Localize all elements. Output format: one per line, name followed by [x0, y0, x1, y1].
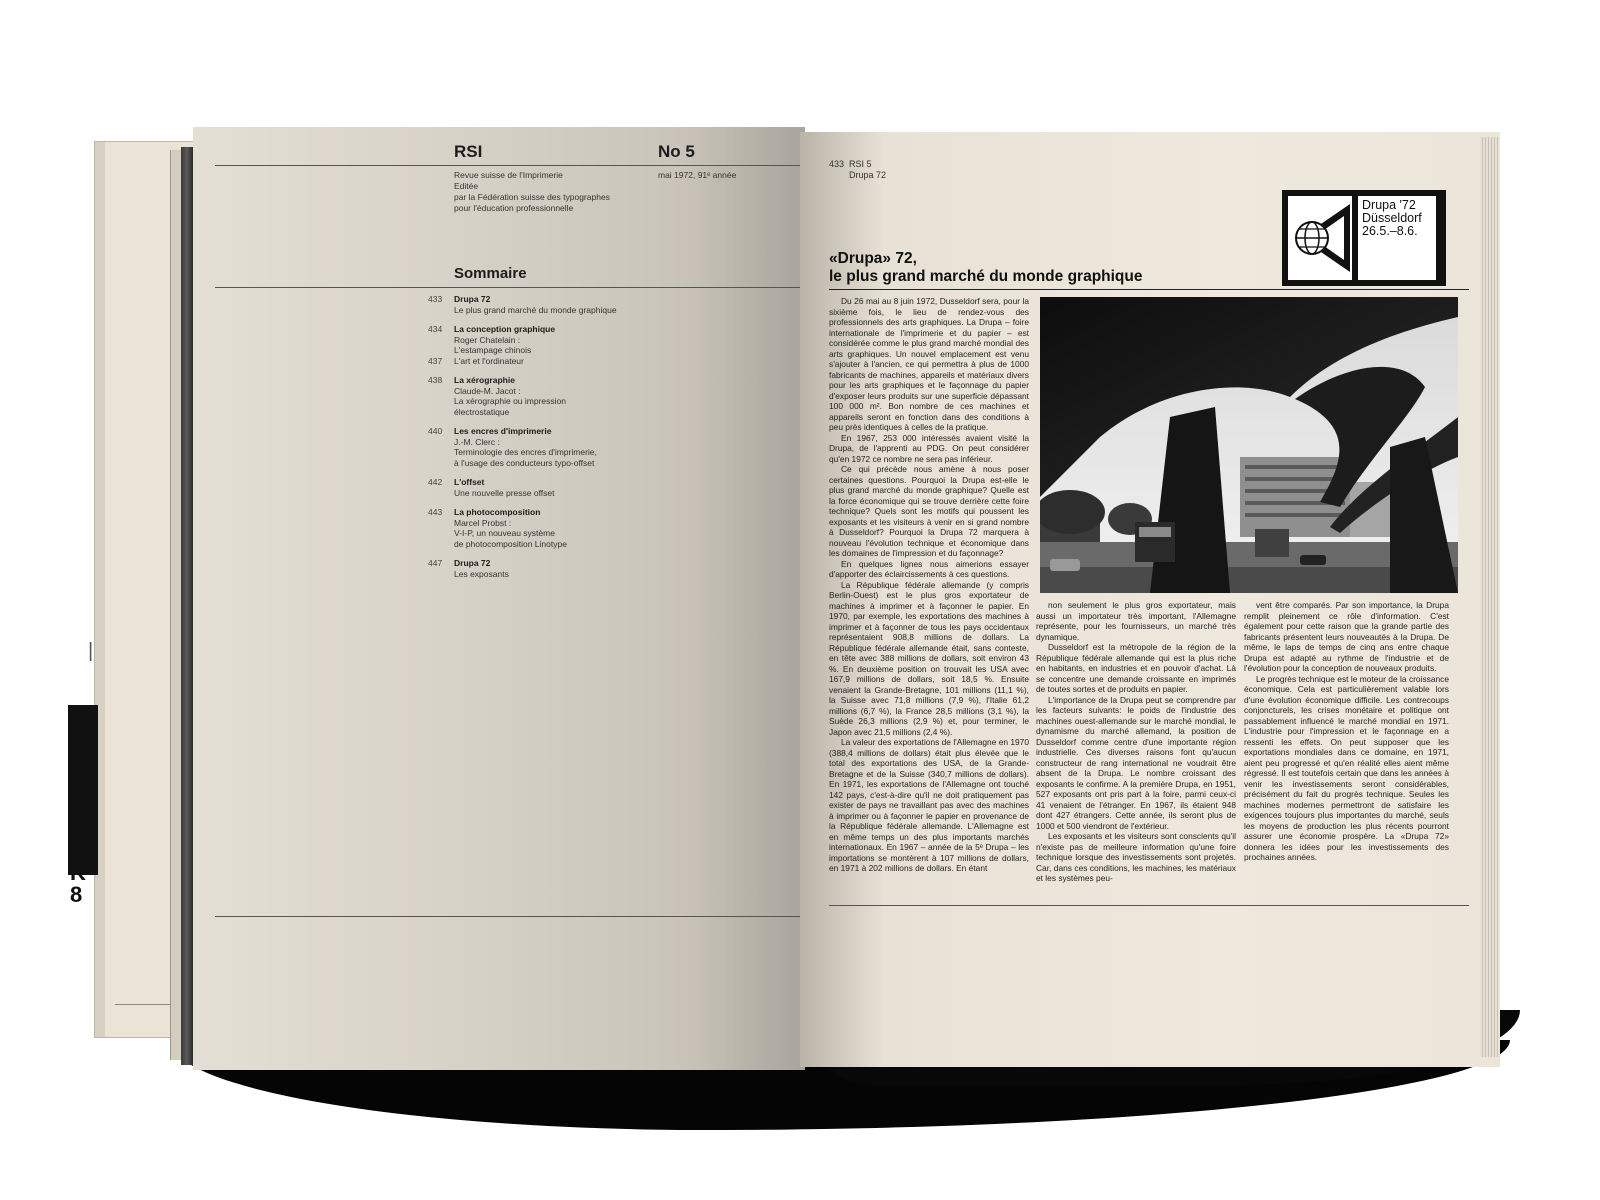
back-page-fragment-mark: |	[88, 640, 94, 662]
article-paragraph: Ce qui précède nous amène à nous poser certaines questions. Pourquoi la Drupa est-elle le plus grand marché du monde graphique? Quelle est la force économique qui se trouve derrière cette foire technique? Quels sont les motifs qui poussent les exposants et les visiteurs à venir en si grand nombre à Dusseldorf? Pourquoi la Drupa 72 marquera à nouveau l'évolution technique et économique dans les domaines de l'impression et du façonnage?	[829, 464, 1029, 558]
drupa-globe-icon	[1288, 196, 1352, 280]
logo-line: Drupa '72	[1362, 198, 1416, 212]
publisher-line: Editée	[454, 181, 479, 191]
logo-line: 26.5.–8.6.	[1362, 224, 1418, 238]
toc-page-number: 442	[428, 477, 443, 487]
running-head-line: RSI 5	[849, 159, 872, 169]
toc-title: L'offset	[454, 477, 485, 487]
toc-subtitle: L'estampage chinois	[454, 345, 532, 355]
edge-letter: 8	[70, 882, 83, 907]
toc-subtitle: Marcel Probst :	[454, 517, 512, 528]
toc-page-number	[428, 305, 454, 316]
edge-letter: K	[70, 860, 86, 885]
running-head-line: Drupa 72	[849, 170, 887, 180]
issue-date: mai 1972, 91ᵉ année	[658, 170, 737, 180]
toc-page-number: 434	[428, 324, 443, 334]
toc-page-number	[428, 518, 454, 529]
article-paragraph: En quelques lignes nous aimerions essayer d'apporter des éclaircissements à ces questions.	[829, 558, 1029, 579]
drupa-logo	[1282, 190, 1446, 286]
toc-subtitle: La xérographie ou impression	[454, 396, 566, 406]
bottom-rule-left	[215, 916, 805, 917]
headline-rule	[829, 289, 1469, 290]
issue-number: No 5	[658, 142, 695, 161]
article-paragraph: Dusseldorf est la métropole de la région de la République fédérale allemande qui est la plus riche en habitants, en industries et en pouvoir d'achat. Là se concentre une demande croissante en imprimés de toutes sortes et de produits en papier.	[1036, 642, 1236, 694]
toc-title: La photocomposition	[454, 507, 541, 517]
article-paragraph: La valeur des exportations de l'Allemagne en 1970 (388,4 millions de dollars) était plus élevée que le total des exportations des USA, de la Grande-Bretagne et de la Suisse (340,7 millions de dollars). En 1971, les exportations de l'Allemagne ont touché 142 pays, c'est-à-dire qu'il ne doit pratiquement pas exister de pays ne travaillant pas avec des machines à imprimer ou à façonner le papier en provenance de la République fédérale allemande. L'Allemagne est en même temps un des plus importants marchés internationaux. En 1967 – année de la 5ᵉ Drupa – les importations se montèrent à 107 millions de dollars, en 1971 à 202 millions de dollars. En étant	[829, 737, 1029, 873]
article-paragraph: Le progrès technique est le moteur de la croissance économique. Cela est particulièrement valable lors d'une évolution économique difficile. Les contrecoups conjoncturels, les crises monétaire et politique ont passablement influencé le marché mondial en 1971. L'industrie pour l'impression et le façonnage en a ressenti les effets. On peut supposer que les exportations mondiales dans ce domaine, en 1971, aient peu progressé et qu'en réalité elles aient même régressé. Il est toutefois certain que dans les années à venir les investissements seront considérables, précisément du fait du progrès technique. Seules les machines modernes permettront de satisfaire les exigences toujours plus importantes du marché, seuls les moyens de production les plus récents pourront assurer une économie prospère. La «Drupa 72» donnera les idées pour les investissements des prochaines années.	[1244, 673, 1449, 862]
bottom-rule-right	[829, 905, 1469, 906]
toc-title: La conception graphique	[454, 324, 556, 334]
article-column-2	[1036, 600, 1236, 900]
toc-subtitle: J.-M. Clerc :	[454, 436, 500, 447]
contents-rule	[215, 287, 805, 288]
toc-page-number: 433	[428, 294, 443, 304]
toc-subtitle: L'art et l'ordinateur	[454, 355, 524, 366]
toc-subtitle: Les exposants	[454, 568, 509, 579]
architecture-photo	[1040, 297, 1458, 593]
toc-title: Drupa 72	[454, 558, 491, 568]
toc-page-number	[428, 488, 454, 499]
running-header	[829, 159, 886, 181]
article-column-1	[829, 296, 1029, 896]
top-rule	[215, 165, 805, 166]
page-stack-right	[1480, 137, 1498, 1057]
toc-page-number	[428, 386, 454, 397]
toc-title: Drupa 72	[454, 294, 491, 304]
toc-entry	[428, 294, 788, 315]
toc-page-number	[428, 539, 454, 550]
drupa-logo-text	[1358, 196, 1436, 280]
table-of-contents	[428, 294, 788, 588]
toc-page-number: 437	[428, 355, 443, 366]
toc-page-number: 443	[428, 507, 443, 517]
publisher-line: pour l'éducation professionnelle	[454, 203, 574, 213]
headline-line: «Drupa» 72,	[829, 250, 917, 267]
article-column-3	[1244, 600, 1449, 880]
toc-page-number	[428, 528, 454, 539]
toc-subtitle: à l'usage des conducteurs typo-offset	[454, 457, 595, 468]
toc-entry	[428, 507, 788, 549]
toc-entry	[428, 324, 788, 366]
toc-subtitle: Terminologie des encres d'imprimerie,	[454, 447, 597, 457]
toc-page-number	[428, 345, 454, 356]
toc-title: Les encres d'imprimerie	[454, 426, 552, 436]
toc-page-number	[428, 437, 454, 448]
toc-page-number: 440	[428, 426, 443, 436]
toc-entry	[428, 558, 788, 579]
headline-line: le plus grand marché du monde graphique	[829, 268, 1143, 285]
edge-letter: S	[70, 838, 85, 863]
article-paragraph: vent être comparés. Par son importance, la Drupa remplit pleinement ce rôle d'information. C'est également pour cette raison que la grande partie des fabricants présentent leurs nouveautés à la Drupa. De même, le laps de temps de cinq ans entre chaque Drupa est adapté au rythme de l'industrie et de l'évolution pour la conception de nouveaux produits.	[1244, 600, 1449, 673]
article-paragraph: non seulement le plus gros exportateur, mais aussi un importateur très important, l'Allemagne représente, pour les fournisseurs, un marché très dynamique.	[1036, 600, 1236, 642]
toc-entry	[428, 426, 788, 468]
article-paragraph: Les exposants et les visiteurs sont conscients qu'il n'existe pas de meilleure information qu'une foire technique lorsque des investissements sont projetés. Car, dans ces conditions, les machines, les matériaux et les systèmes peu-	[1036, 831, 1236, 883]
toc-entry	[428, 477, 788, 498]
toc-page-number: 447	[428, 558, 443, 568]
page-number: 433	[829, 159, 845, 169]
publisher-line: Revue suisse de l'Imprimerie	[454, 170, 563, 180]
toc-subtitle: Roger Chatelain :	[454, 334, 521, 345]
article-paragraph: En 1967, 253 000 intéressés avaient visité la Drupa, de l'apprenti au PDG. On peut considérer qu'en 1972 ce nombre ne sera pas inférieur.	[829, 432, 1029, 464]
back-page-edge-letters	[70, 840, 100, 906]
toc-subtitle: Une nouvelle presse offset	[454, 487, 555, 498]
book-cover-edge	[181, 147, 193, 1065]
toc-subtitle: V-I-P, un nouveau système	[454, 528, 555, 538]
toc-subtitle: de photocomposition Linotype	[454, 538, 567, 549]
article-paragraph: Du 26 mai au 8 juin 1972, Dusseldorf sera, pour la sixième fois, le lieu de rendez-vous des professionnels des arts graphiques. La Drupa – foire internationale de l'imprimerie et du papier – est considérée comme le plus grand marché mondial des arts graphiques. Un nouvel emplacement est venu s'ajouter à l'ancien, ce qui permettra à plus de 1000 fabricants de machines, appareils et matériaux divers pour les arts graphiques et le façonnage du papier d'exposer leurs produits sur une superficie dépassant 100 000 m². Bon nombre de ces machines et appareils seront en fonction dans des conditions à peu près identiques à celles de la pratique.	[829, 296, 1029, 432]
toc-page-number	[428, 569, 454, 580]
contents-heading: Sommaire	[454, 265, 527, 282]
toc-page-number	[428, 458, 454, 469]
toc-entry	[428, 375, 788, 417]
toc-subtitle: électrostatique	[454, 406, 510, 417]
toc-page-number	[428, 407, 454, 418]
article-paragraph: La République fédérale allemande (y compris Berlin-Ouest) est le plus gros exportateur de machines à imprimer et à façonner le papier. En 1970, par exemple, les exportations des machines à imprimer et à façonner de tous les pays occidentaux représentaient 908,8 millions de dollars. La République fédérale allemande était, sans conteste, en tête avec 388 millions de dollars, soit environ 43 %. En deuxième position on trouvait les USA avec 167,9 millions de dollars, soit 18,5 %. Ensuite venaient la Grande-Bretagne, 101 millions (11,1 %), la Suisse avec 71,8 millions (7,9 %), l'Italie 61,2 millions (6,7 %), la France 28,5 millions (3,1 %), la Suède 26,3 millions (2,9 %) et, pour terminer, le Japon avec 21,5 millions (2,4 %).	[829, 579, 1029, 737]
masthead-title: RSI	[454, 142, 483, 161]
toc-subtitle: Le plus grand marché du monde graphique	[454, 304, 617, 315]
article-headline	[829, 250, 1269, 286]
toc-page-number	[428, 335, 454, 346]
toc-subtitle: Claude-M. Jacot :	[454, 385, 521, 396]
publisher-line: par la Fédération suisse des typographes	[454, 192, 610, 202]
toc-page-number: 438	[428, 375, 443, 385]
toc-title: La xérographie	[454, 375, 515, 385]
toc-page-number	[428, 396, 454, 407]
article-paragraph: L'importance de la Drupa peut se comprendre par les facteurs suivants: le poids de l'industrie des machines ouest-allemande sur le marché mondial, le dynamisme du marché allemand, la position de Dusseldorf comme centre d'une importante région industrielle. Ces diverses raisons font qu'aucun constructeur de rang international ne voudrait être absent de la Drupa. Le nombre croissant des exposants le confirme. A la première Drupa, en 1951, 527 exposants ont pris part à la foire, parmi ceux-ci 41 venaient de l'étranger. En 1967, ils étaient 948 dont 427 étrangers. Cette année, ils seront plus de 1000 et 500 viendront de l'extérieur.	[1036, 694, 1236, 831]
publisher-block	[454, 170, 610, 214]
logo-line: Düsseldorf	[1362, 211, 1422, 225]
toc-page-number	[428, 447, 454, 458]
